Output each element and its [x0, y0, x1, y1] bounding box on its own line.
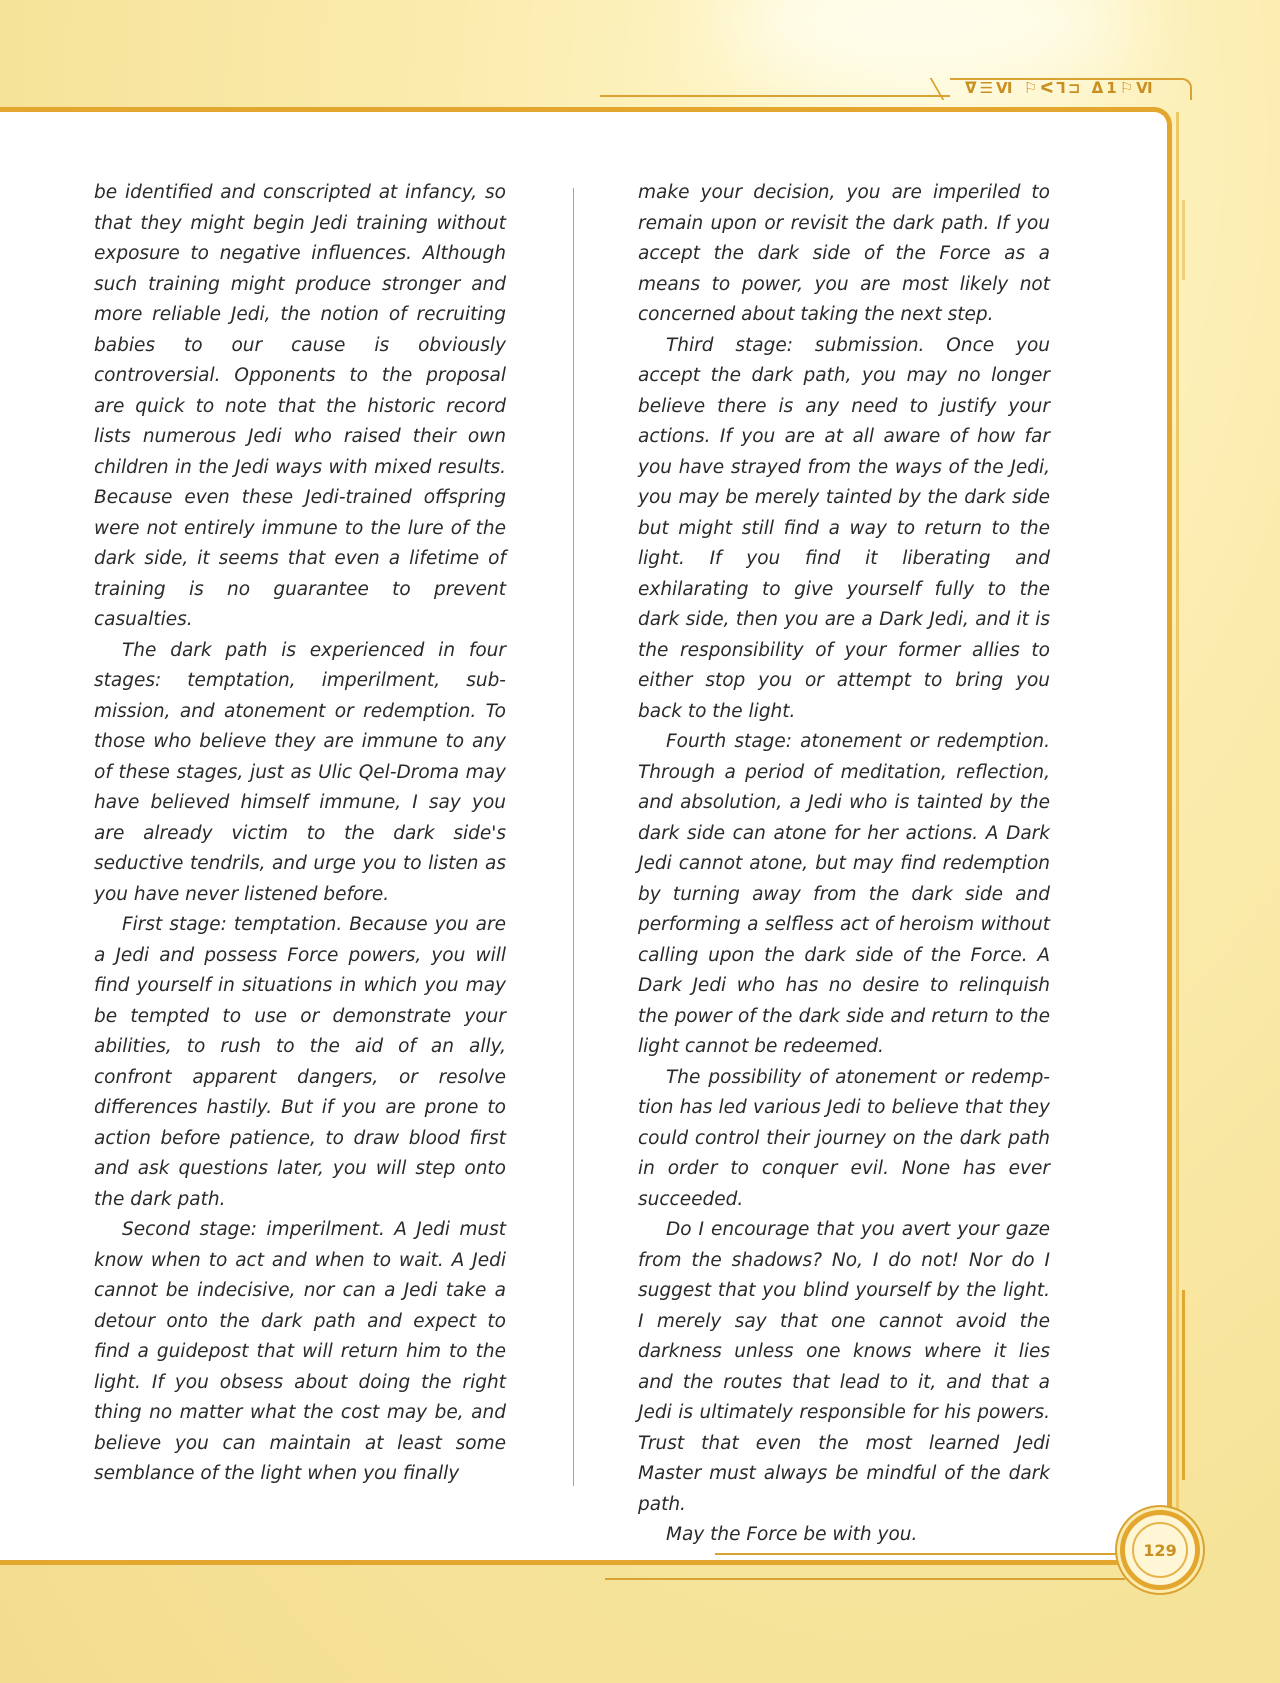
page-number-badge — [1120, 1510, 1200, 1590]
paragraph: The possibility of atonement or redemp-tion has led various Jedi to believe that they could control their journey on the dark path in order to conquer evil. None has ever succeeded. — [638, 1066, 1050, 1210]
footer-rule-upper — [715, 1553, 1125, 1555]
paragraph: The dark path is experienced in four stages: temptation, imperilment, sub-mission, and atonement or redemption. To those who believe they are immune to any of these stages, just as Ulic Qel-Droma may have believed himself immune, I say you are already victim to the dark side's seductive tendrils, and urge you to listen as you have never listened before. — [94, 639, 506, 905]
paragraph: Second stage: imperilment. A Jedi must know when to act and when to wait. A Jedi cannot be indecisive, nor can a Jedi take a detour onto the dark path and expect to find a guidepost that will return him to the light. If you obsess about doing the right thing no matter what the cost may be, and believe you can maintain at least some semblance of the light when you finally — [94, 1219, 506, 1484]
paragraph: Third stage: submission. Once you accept the dark path, you may no longer believe there is any need to justify your actions. If you are at all aware of how far you have strayed from the ways of the Jedi, you may be merely tainted by the dark side but might still find a way to return to the light. If you find it liberating and exhilarating to give yourself fully to the dark side, then you are a Dark Jedi, and it is the responsibility of your former allies to either stop you or attempt to bring you back to the light. — [638, 334, 1050, 722]
paragraph: May the Force be with you. — [666, 1524, 918, 1545]
right-column — [638, 178, 1050, 1551]
left-column — [94, 178, 506, 1490]
paragraph: First stage: temptation. Because you are a Jedi and possess Force powers, you will find yourself in situations in which you may be tempted to use or demonstrate your abilities, to rush to the aid of an ally, confront apparent dangers, or resolve differences hastily. But if you are prone to action before patience, to draw blood first and ask questions later, you will step onto the dark path. — [94, 914, 506, 1210]
side-trim-lower — [1182, 1290, 1185, 1480]
aurebesh-header-text: ᐁ☰Ⅵ ⚐ᐸ⅂⊐ ᐃ1⚐Ⅵ — [965, 79, 1156, 97]
paragraph: Do I encourage that you avert your gaze from the shadows? No, I do not! Nor do I suggest that you blind yourself by the light. I merely say that one cannot avoid the darkness unless one knows where it lies and the routes that lead to it, and that a Jedi is ultimately responsible for his powers. Trust that even the most learned Jedi Master must always be mindful of the dark path. — [638, 1219, 1050, 1515]
paragraph: Fourth stage: atonement or redemption. Through a period of meditation, reflection, and absolution, a Jedi who is tainted by the dark side can atone for her actions. A Dark Jedi cannot atone, but may find redemption by turning away from the dark side and performing a selfless act of heroism without calling upon the dark side of the Force. A Dark Jedi who has no desire to relinquish the power of the dark side and return to the light cannot be redeemed. — [638, 731, 1050, 1057]
panel-edge-highlight — [1176, 112, 1179, 1552]
page-number: 129 — [1143, 1540, 1177, 1560]
footer-rule-lower — [605, 1578, 1125, 1580]
side-trim-upper — [1182, 200, 1185, 280]
column-divider — [573, 188, 574, 1486]
page-number-ring — [1132, 1522, 1188, 1578]
header-rule — [600, 95, 950, 97]
paragraph: be identified and conscripted at infancy, so that they might begin Jedi training without exposure to negative influences. Although such training might produce stronger and more reliable Jedi, the notion of recruiting babies to our cause is obviously controversial. Opponents to the proposal are quick to note that the historic record lists numerous Jedi who raised their own children in the Jedi ways with mixed results. Because even these Jedi-trained offspring were not entirely immune to the lure of the dark side, it seems that even a lifetime of training is no guarantee to prevent casualties. — [94, 182, 506, 630]
paragraph: make your decision, you are imperiled to remain upon or revisit the dark path. If you accept the dark side of the Force as a means to power, you are most likely not concerned about taking the next step. — [638, 182, 1050, 325]
